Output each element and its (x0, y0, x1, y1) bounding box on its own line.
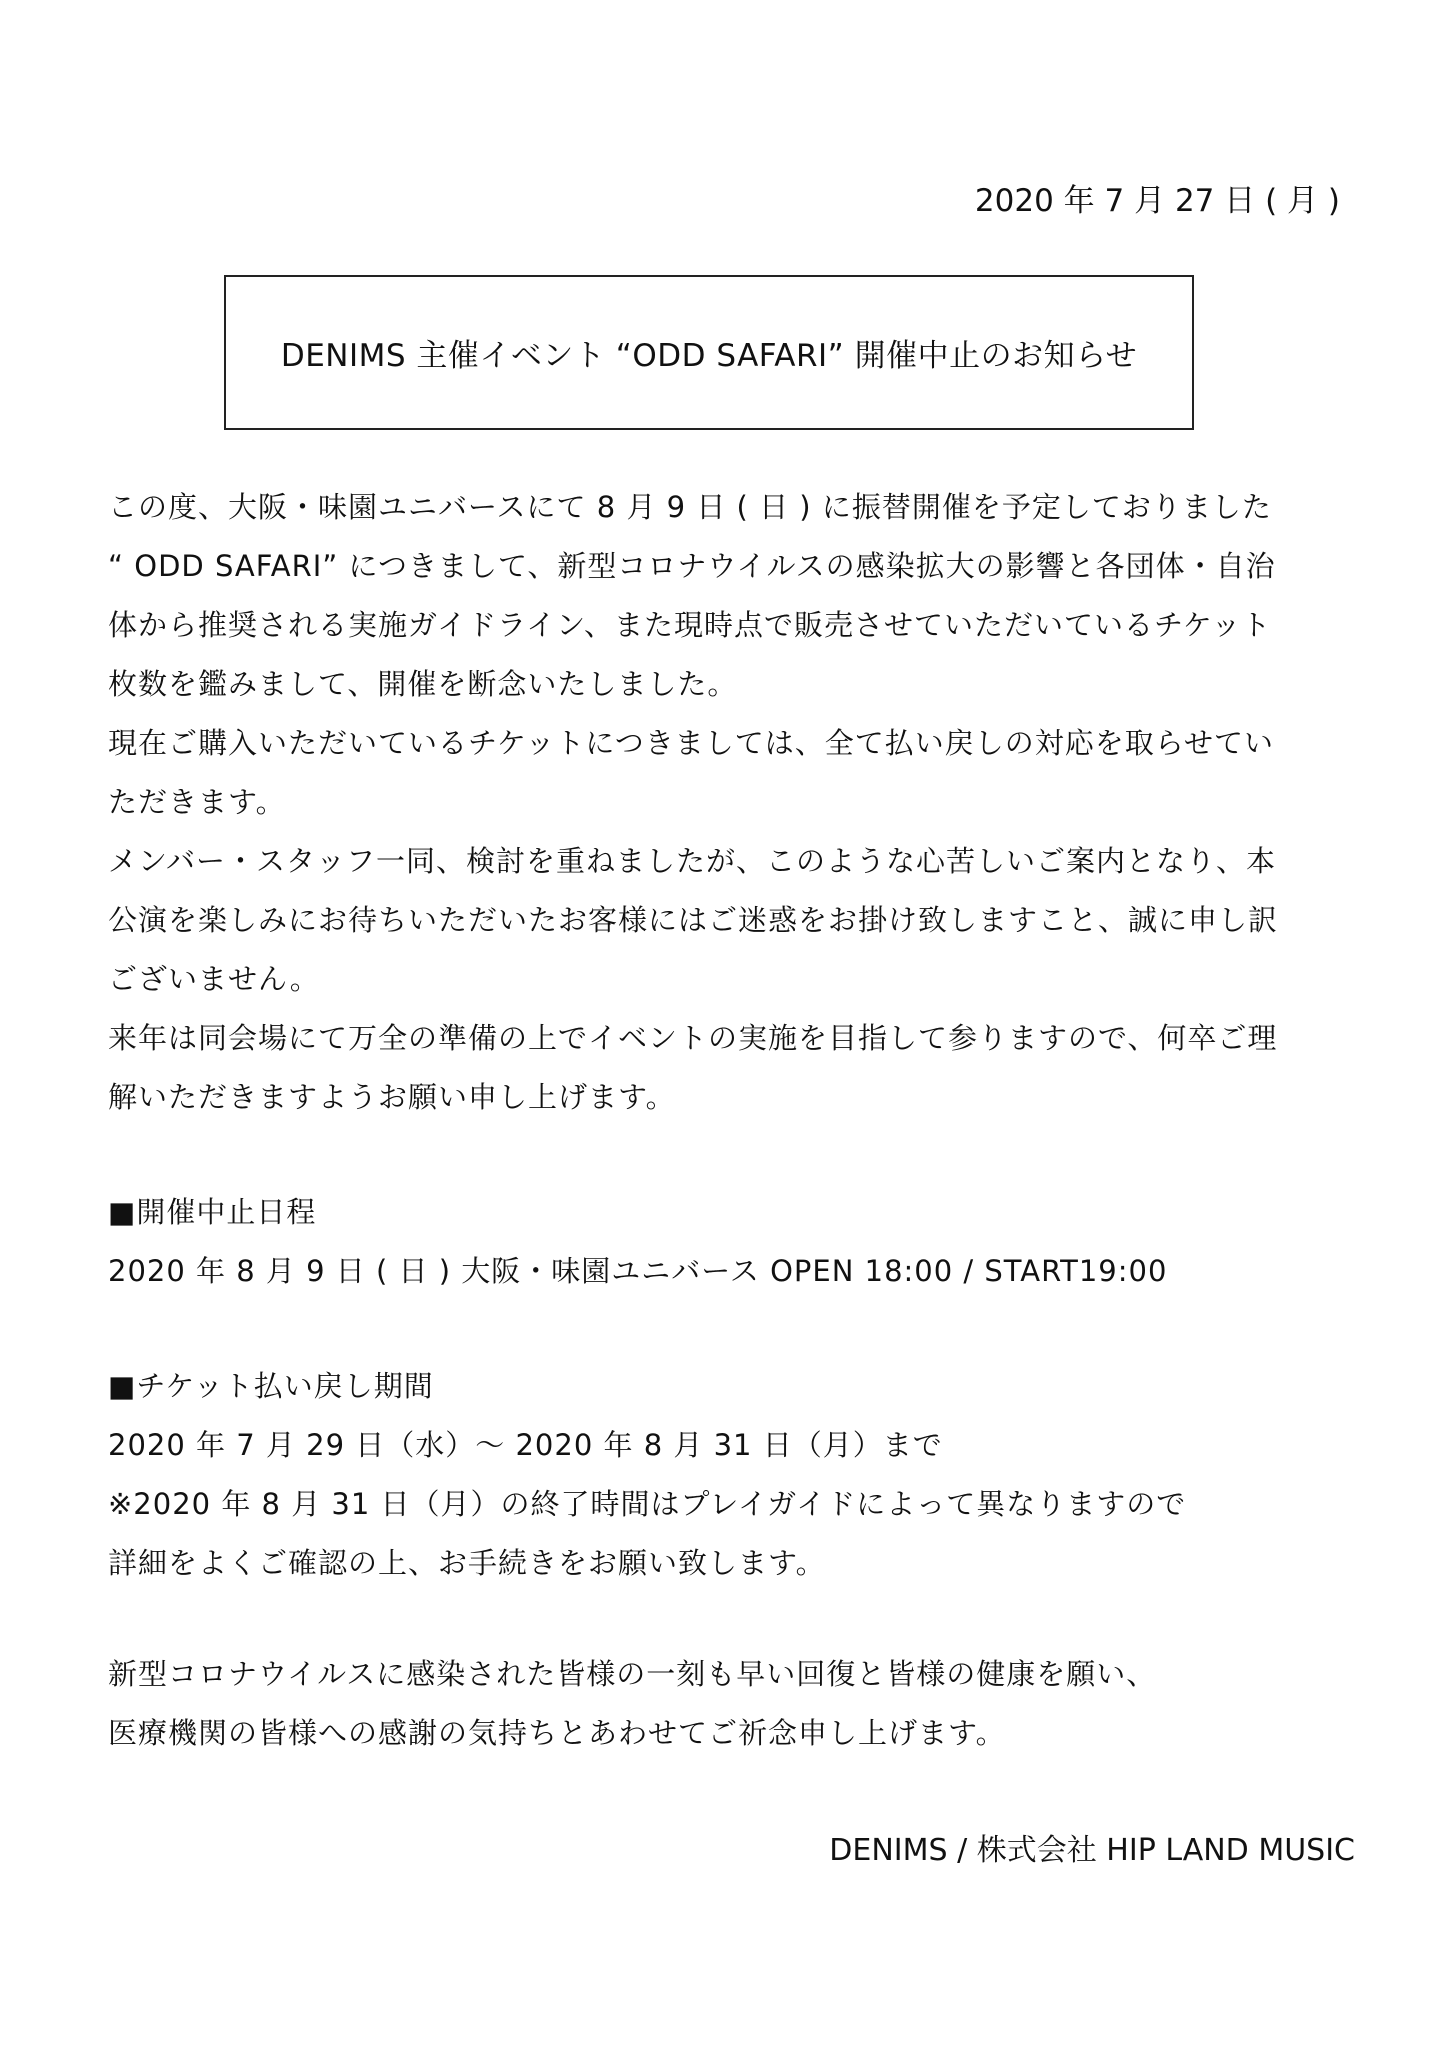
refund-period: 2020 年 7 月 29 日（水）〜 2020 年 8 月 31 日（月）まで (108, 1428, 943, 1462)
section-gap (108, 1127, 1348, 1183)
signature: DENIMS / 株式会社 HIP LAND MUSIC (829, 1833, 1355, 1868)
section-gap (108, 1301, 1348, 1357)
title-box (224, 275, 1194, 430)
paragraph-line: 体から推奨される実施ガイドライン、また現時点で販売させていただいているチケット (108, 608, 1272, 642)
notice-title: DENIMS 主催イベント “ODD SAFARI” 開催中止のお知らせ (280, 338, 1138, 374)
paragraph-line: 現在ご購入いただいているチケットにつきましては、全て払い戻しの対応を取らせてい (108, 726, 1274, 760)
closing-line: 新型コロナウイルスに感染された皆様の一刻も早い回復と皆様の健康を願い、 (108, 1657, 1157, 1691)
paragraph-line: この度、大阪・味園ユニバースにて 8 月 9 日 ( 日 ) に振替開催を予定しておりました (108, 490, 1272, 524)
closing-line: 医療機関の皆様への感謝の気持ちとあわせてご祈念申し上げます。 (108, 1716, 1006, 1750)
closing-message (108, 1645, 1156, 1763)
paragraph-line: 解いただきますようお願い申し上げます。 (108, 1080, 676, 1114)
paragraph-line: メンバー・スタッフ一同、検討を重ねましたが、このような心苦しいご案内となり、本 (108, 844, 1276, 878)
paragraph-line: ございません。 (108, 962, 320, 996)
notice-date: 2020 年 7 月 27 日 ( 月 ) (974, 183, 1340, 219)
schedule-heading: ■開催中止日程 (108, 1195, 317, 1229)
notice-body (108, 478, 1348, 1593)
schedule-detail: 2020 年 8 月 9 日 ( 日 ) 大阪・味園ユニバース OPEN 18:00 / START19:00 (108, 1254, 1168, 1288)
refund-note-line: 詳細をよくご確認の上、お手続きをお願い致します。 (108, 1546, 826, 1580)
paragraph-line: 枚数を鑑みまして、開催を断念いたしました。 (108, 667, 738, 701)
paragraph-line: 来年は同会場にて万全の準備の上でイベントの実施を目指して参りますので、何卒ご理 (108, 1021, 1278, 1055)
refund-note-line: ※2020 年 8 月 31 日（月）の終了時間はプレイガイドによって異なりますので (108, 1487, 1187, 1521)
paragraph-line: “ ODD SAFARI” につきまして、新型コロナウイルスの感染拡大の影響と各団体・自治 (108, 549, 1276, 583)
refund-heading: ■チケット払い戻し期間 (108, 1369, 434, 1403)
paragraph-line: 公演を楽しみにお待ちいただいたお客様にはご迷惑をお掛け致しますこと、誠に申し訳 (108, 903, 1279, 937)
paragraph-line: ただきます。 (108, 785, 286, 819)
